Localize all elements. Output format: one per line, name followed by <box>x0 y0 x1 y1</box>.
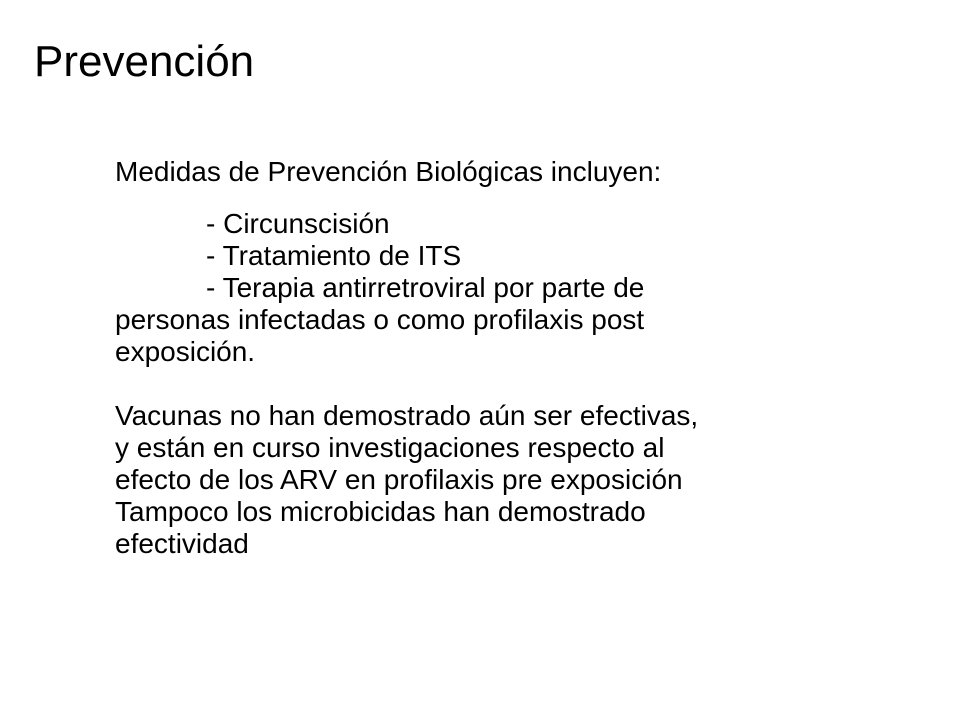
list-item-continuation: exposición. <box>115 336 256 367</box>
paragraph-line: Tampoco los microbicidas han demostrado <box>115 496 646 527</box>
spacer <box>115 188 915 208</box>
paragraph-line: Vacunas no han demostrado aún ser efectivas, <box>115 400 699 431</box>
list-item-circumcision: - Circunscisión <box>206 208 390 239</box>
intro-text: Medidas de Prevención Biológicas incluyen: <box>115 156 662 187</box>
slide-body <box>115 156 915 560</box>
spacer <box>115 368 915 400</box>
paragraph-line: y están en curso investigaciones respecto al <box>115 432 665 463</box>
list-item-continuation: personas infectadas o como profilaxis post <box>115 304 645 335</box>
list-item-its-treatment: - Tratamiento de ITS <box>206 240 462 271</box>
list-item-antiretroviral: - Terapia antirretroviral por parte de <box>206 272 645 303</box>
paragraph-line: efecto de los ARV en profilaxis pre exposición <box>115 464 683 495</box>
paragraph-line: efectividad <box>115 528 249 559</box>
slide-title: Prevención <box>34 37 255 86</box>
